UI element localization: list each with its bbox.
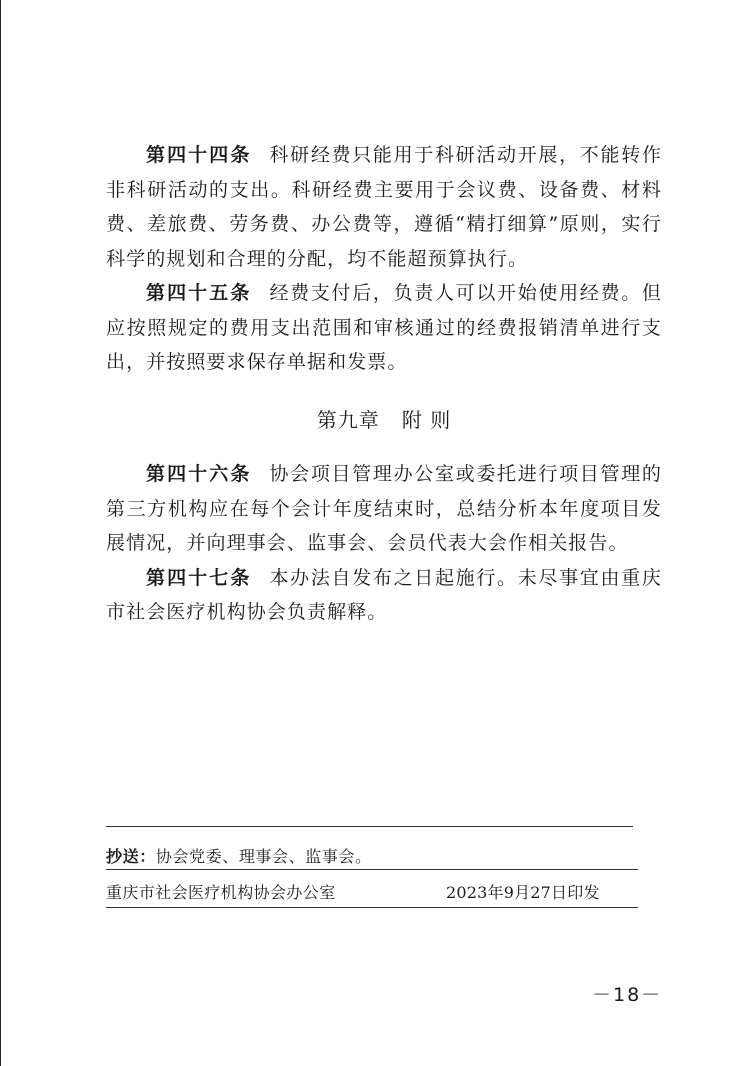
issuer-office: 重庆市社会医疗机构协会办公室 [106,883,336,902]
cc-recipients: 协会党委、理事会、监事会。 [155,847,372,866]
article-46-text: 协会项目管理办公室或委托进行项目管理的第三方机构应在每个会计年度结束时，总结分析本年度项目发展情况，并向理事会、监事会、会员代表大会作相关报告。 [106,463,662,554]
articles-block-top [106,138,662,380]
cc-label: 抄送： [106,847,156,866]
page-left-border [0,0,1,1066]
article-47-text: 本办法自发布之日起施行。未尽事宜由重庆市社会医疗机构协会负责解释。 [106,566,662,623]
cc-line [106,844,372,867]
article-47-number: 第四十七条 [146,566,252,589]
article-45-number: 第四十五条 [146,282,252,304]
article-44 [106,138,662,276]
article-46-number: 第四十六条 [146,463,252,485]
footer-bottom-rule [106,907,638,908]
article-44-number: 第四十四条 [146,144,252,166]
page-number: －18－ [592,984,663,1006]
article-45 [106,276,662,380]
article-44-text: 科研经费只能用于科研活动开展，不能转作非科研活动的支出。科研经费主要用于会议费、设备费、材料费、差旅费、劳务费、办公费等，遵循“精打细算”原则，实行科学的规划和合理的分配，均不能超预算执行。 [106,144,662,270]
articles-block-bottom [106,457,662,630]
footer-top-rule [106,826,633,827]
footer-middle-rule [106,869,638,870]
article-47 [106,561,662,630]
chapter-title: 第九章 附 则 [316,408,452,432]
article-45-text: 经费支付后，负责人可以开始使用经费。但应按照规定的费用支出范围和审核通过的经费报销清单进行支出，并按照要求保存单据和发票。 [106,282,662,373]
issue-date: 2023年9月27日印发 [446,883,600,902]
article-46 [106,457,662,561]
